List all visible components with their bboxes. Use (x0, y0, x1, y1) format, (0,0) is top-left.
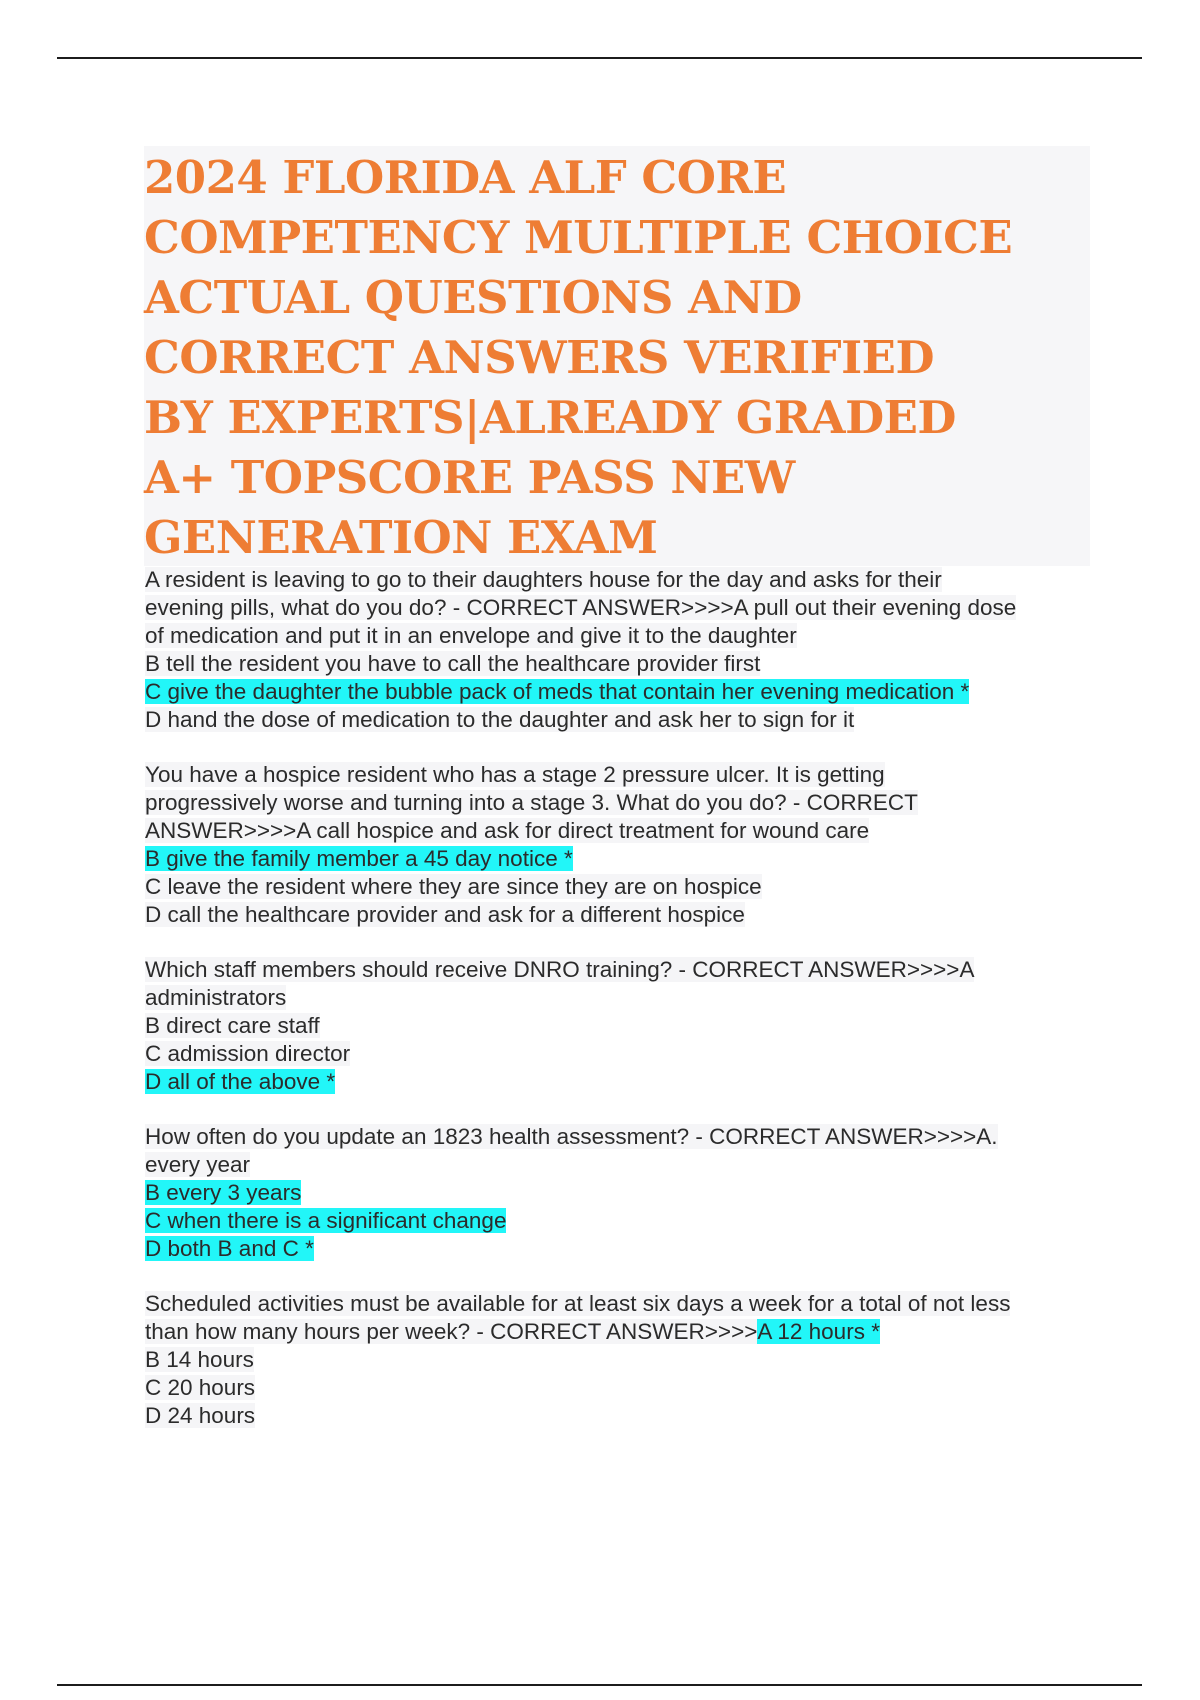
answer-option-b: B tell the resident you have to call the healthcare provider first (145, 651, 761, 676)
correct-answer-option: D all of the above * (145, 1069, 336, 1094)
question-text: Scheduled activities must be available for at least six days a week for a total of not less (145, 1291, 1011, 1316)
answer-option-c: C when there is a significant change (145, 1208, 507, 1233)
answer-option-a: administrators (145, 985, 287, 1010)
correct-answer-option: D both B and C * (145, 1236, 314, 1261)
correct-answer-option: B give the family member a 45 day notice * (145, 846, 573, 871)
question-block-1 (145, 566, 1105, 734)
title-line: 2024 FLORIDA ALF CORE (144, 151, 787, 204)
answer-option-b: B every 3 years (145, 1180, 302, 1205)
correct-answer-option: A 12 hours * (757, 1319, 880, 1344)
title-line: CORRECT ANSWERS VERIFIED (144, 331, 935, 384)
question-text: Which staff members should receive DNRO training? - CORRECT ANSWER>>>>A (145, 957, 975, 982)
bottom-rule (57, 1684, 1142, 1686)
answer-option-a: of medication and put it in an envelope and give it to the daughter (145, 623, 797, 648)
answer-option-d: D 24 hours (145, 1403, 256, 1428)
answer-option-c: C 20 hours (145, 1375, 256, 1400)
question-text: You have a hospice resident who has a stage 2 pressure ulcer. It is getting (145, 762, 885, 787)
title-line: ACTUAL QUESTIONS AND (144, 271, 802, 324)
question-block-5 (145, 1290, 1105, 1430)
answer-option-d: D hand the dose of medication to the daughter and ask her to sign for it (145, 707, 855, 732)
document-title (144, 146, 1090, 566)
answer-option-b: B 14 hours (145, 1347, 254, 1372)
answer-option-c: C leave the resident where they are since they are on hospice (145, 874, 762, 899)
question-text: How often do you update an 1823 health assessment? - CORRECT ANSWER>>>>A. (145, 1124, 998, 1149)
question-block-4 (145, 1123, 1105, 1263)
question-text: evening pills, what do you do? - CORRECT ANSWER>>>>A pull out their evening dose (145, 595, 1017, 620)
question-text: A resident is leaving to go to their daughters house for the day and asks for their (145, 567, 942, 592)
answer-option-a: every year (145, 1152, 251, 1177)
answer-option-b: B direct care staff (145, 1013, 320, 1038)
answer-option-c: C admission director (145, 1041, 351, 1066)
title-line: BY EXPERTS|ALREADY GRADED (144, 391, 956, 444)
answer-option-a: ANSWER>>>>A call hospice and ask for direct treatment for wound care (145, 818, 870, 843)
question-block-3 (145, 956, 1105, 1096)
top-rule (57, 57, 1142, 59)
title-line: GENERATION EXAM (144, 511, 658, 564)
title-line: COMPETENCY MULTIPLE CHOICE (144, 211, 1013, 264)
question-block-2 (145, 761, 1105, 929)
title-line: A+ TOPSCORE PASS NEW (144, 451, 795, 504)
correct-answer-option: C give the daughter the bubble pack of meds that contain her evening medication * (145, 679, 970, 704)
questions-list (145, 566, 1105, 1457)
question-text: than how many hours per week? - CORRECT ANSWER>>>>A 12 hours * (145, 1319, 880, 1344)
question-text: progressively worse and turning into a stage 3. What do you do? - CORRECT (145, 790, 918, 815)
answer-option-d: D call the healthcare provider and ask for a different hospice (145, 902, 745, 927)
